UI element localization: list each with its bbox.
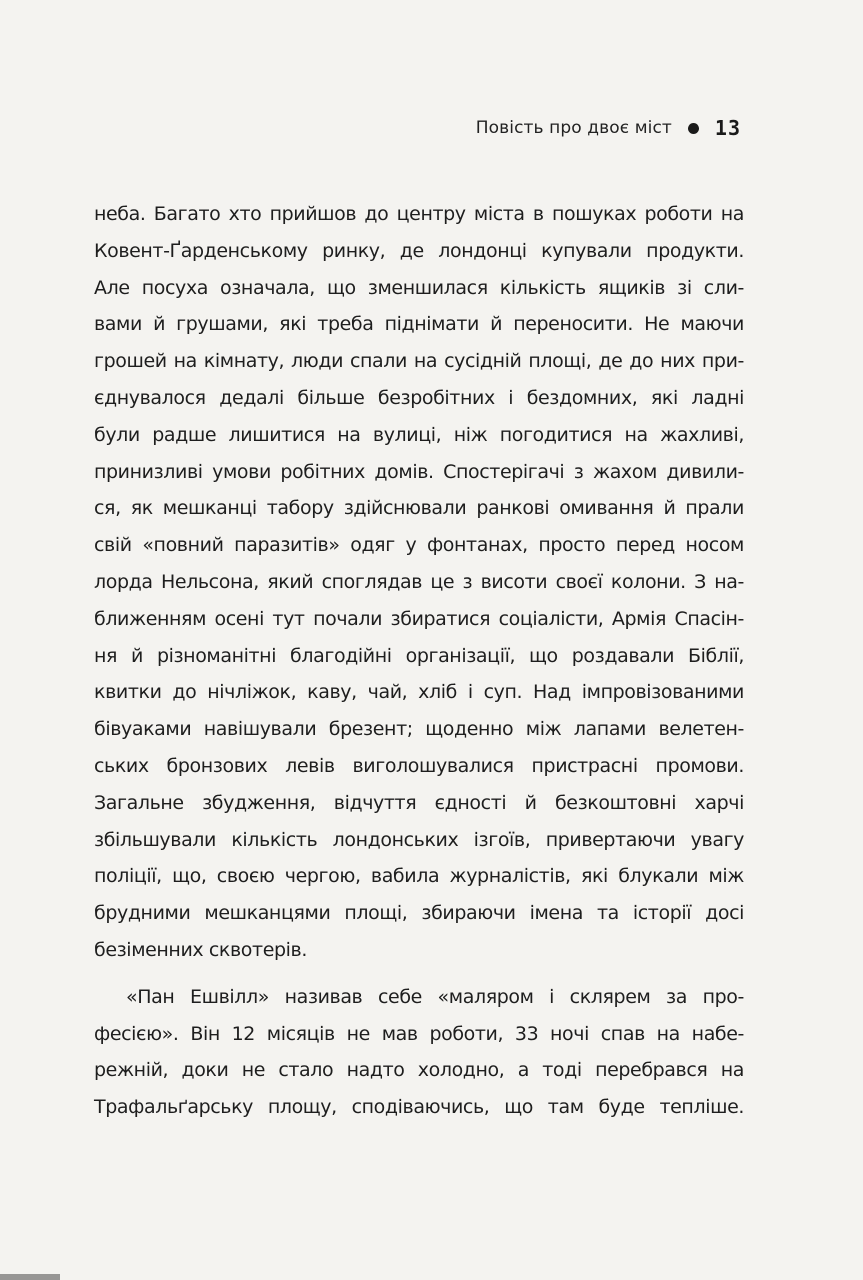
text-line: Але посуха означала, що зменшилася кількість ящиків зі сли- (94, 276, 744, 299)
paragraph-1 (94, 196, 744, 969)
running-head (476, 116, 741, 140)
text-line: Трафальґарську площу, сподіваючись, що там буде тепліше. (94, 1096, 744, 1119)
text-line: вами й грушами, які треба піднімати й переносити. Не маючи (94, 313, 744, 336)
text-line: ських бронзових левів виголошувалися пристрасні промови. (94, 754, 744, 777)
text-line: поліції, що, своєю чергою, вабила журналістів, які блукали між (94, 865, 744, 888)
text-line: були радше лишитися на вулиці, ніж погодитися на жахливі, (94, 423, 744, 446)
text-line: принизливі умови робітних домів. Спостерігачі з жахом дивили- (94, 460, 744, 483)
text-line: ня й різноманітні благодійні організації, що роздавали Біблії, (94, 644, 744, 667)
text-line: «Пан Ешвілл» називав себе «маляром і склярем за про- (126, 985, 744, 1008)
text-line: брудними мешканцями площі, збираючи імена та історії досі (94, 902, 744, 925)
page-number: 13 (714, 116, 741, 140)
text-line: Ковент-Ґарденському ринку, де лондонці купували продукти. (94, 239, 744, 262)
paragraph-2 (94, 979, 744, 1126)
bullet-dot-icon (688, 123, 699, 134)
text-line: ся, як мешканці табору здійснювали ранкові омивання й прали (94, 497, 744, 520)
text-line: безіменних сквотерів. (94, 938, 307, 961)
text-line: ближенням осені тут почали збиратися соціалісти, Армія Спасін- (94, 607, 744, 630)
text-line: неба. Багато хто прийшов до центру міста в пошуках роботи на (94, 203, 744, 225)
text-line: грошей на кімнату, люди спали на сусідній площі, де до них при- (94, 350, 744, 373)
text-line: єднувалося дедалі більше безробітних і бездомних, які ладні (94, 386, 744, 409)
body-text (94, 196, 744, 1126)
text-line: режній, доки не стало надто холодно, а тоді перебрався на (94, 1059, 744, 1082)
scan-edge-mark (0, 1274, 60, 1280)
text-line: квитки до нічліжок, каву, чай, хліб і суп. Над імпровізованими (94, 681, 744, 704)
text-line: збільшували кількість лондонських ізгоїв, привертаючи увагу (94, 828, 744, 851)
text-line: Загальне збудження, відчуття єдності й безкоштовні харчі (94, 791, 744, 814)
running-head-title: Повість про двоє міст (475, 118, 672, 138)
text-line: свій «повний паразитів» одяг у фонтанах, просто перед носом (94, 534, 744, 557)
text-line: фесією». Він 12 місяців не мав роботи, 33 ночі спав на набе- (94, 1022, 744, 1045)
text-line: бівуаками навішували брезент; щоденно між лапами велетен- (94, 718, 744, 741)
text-line: лорда Нельсона, який споглядав це з висоти своєї колони. З на- (94, 570, 744, 593)
